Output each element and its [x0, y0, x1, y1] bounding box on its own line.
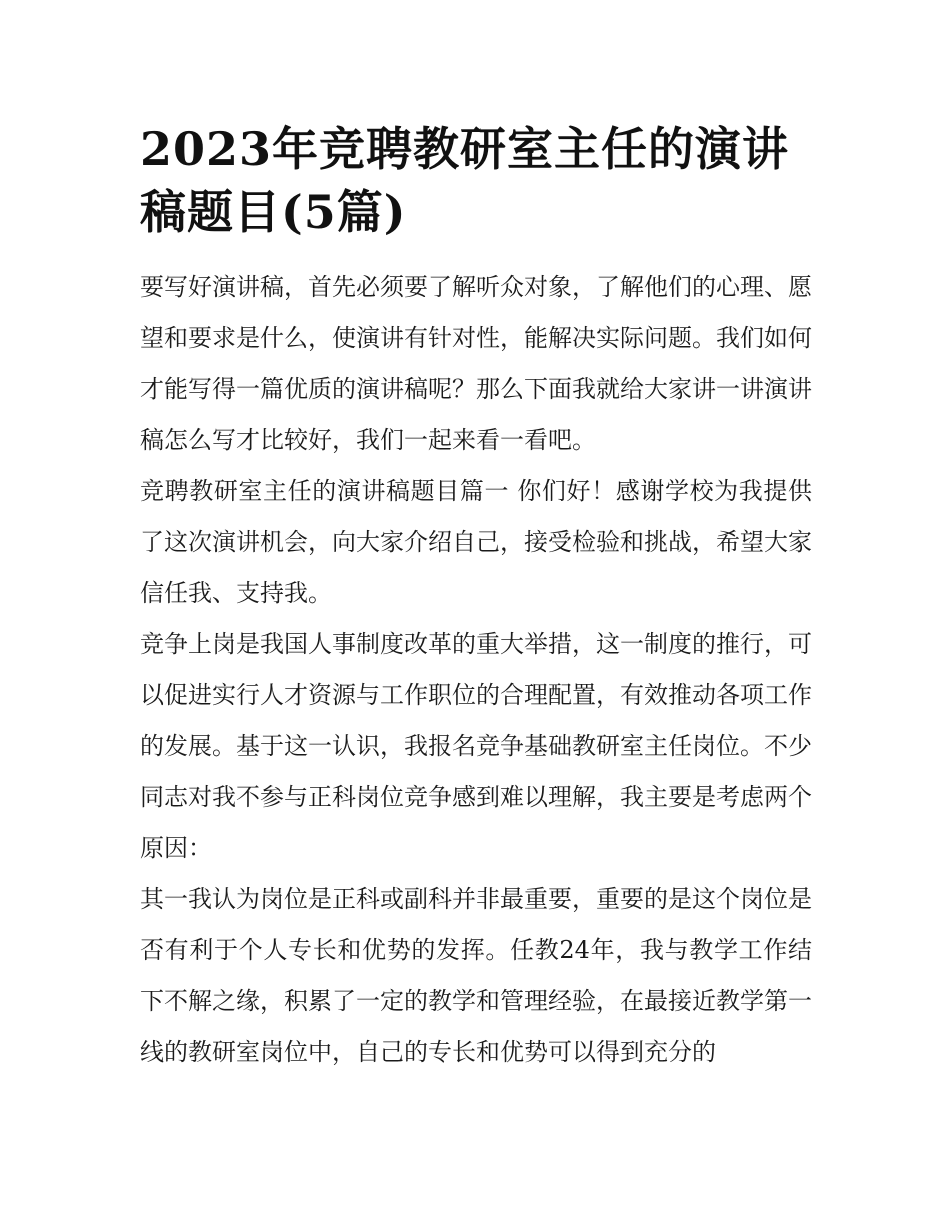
document-body: [140, 118, 812, 1078]
paragraph-competition: 竞争上岗是我国人事制度改革的重大举措，这一制度的推行，可以促进实行人才资源与工作职位的合理配置，有效推动各项工作的发展。基于这一认识，我报名竞争基础教研室主任岗位。不少同志对我不参与正科岗位竞争感到难以理解，我主要是考虑两个原因：: [140, 630, 812, 862]
paragraph-reason-one: 其一我认为岗位是正科或副科并非最重要，重要的是这个岗位是否有利于个人专长和优势的发挥。任教24年，我与教学工作结下不解之缘，积累了一定的教学和管理经验，在最接近教学第一线的教研室岗位中，自己的专长和优势可以得到充分的: [140, 885, 812, 1066]
paragraph-intro: 要写好演讲稿，首先必须要了解听众对象，了解他们的心理、愿望和要求是什么，使演讲有针对性，能解决实际问题。我们如何才能写得一篇优质的演讲稿呢？那么下面我就给大家讲一讲演讲稿怎么写才比较好，我们一起来看一看吧。: [140, 273, 812, 454]
paragraph-speech-opening: 竞聘教研室主任的演讲稿题目篇一 你们好！感谢学校为我提供了这次演讲机会，向大家介绍自己，接受检验和挑战，希望大家信任我、支持我。: [140, 477, 812, 607]
document-title: 2023年竞聘教研室主任的演讲稿题目(5篇): [140, 122, 790, 239]
